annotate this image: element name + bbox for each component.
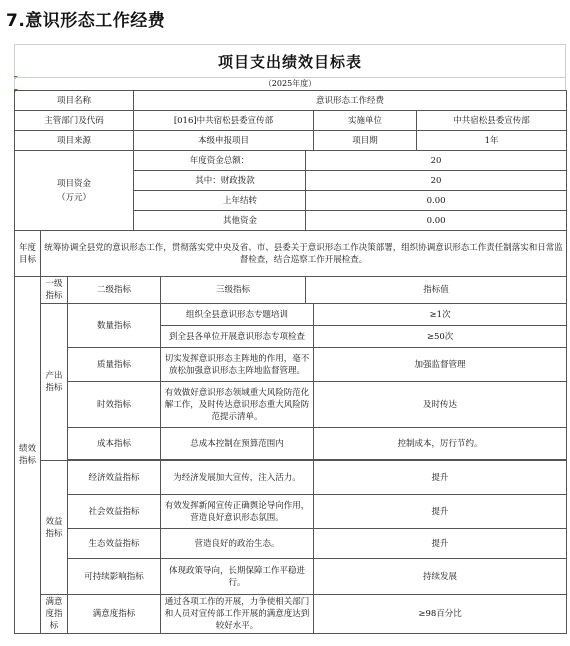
sustain-value: 持续发展	[314, 559, 567, 595]
economic-indicator-label: 经济效益指标	[68, 461, 161, 495]
source-label: 项目来源	[15, 131, 134, 151]
performance-target-table	[14, 90, 567, 634]
indicators-section-label: 绩效指标	[15, 277, 41, 634]
annual-goal-text: 统筹协调全县党的意识形态工作，贯彻落实党中央及省、市、县委关于意识形态工作决策部署，组织协调意识形态工作责任制落实和日常监督检查，结合巡察工作开展检查。	[41, 231, 567, 277]
q2-value: ≥50次	[314, 326, 567, 348]
header-level3: 三级指标	[161, 277, 306, 304]
quality-name: 切实发挥意识形态主阵地的作用，毫不放松加强意识形态主阵地监督管理。	[161, 348, 314, 382]
funds-fiscal-label: 其中：财政拨款	[134, 171, 306, 191]
q2-name: 到全县各单位开展意识形态专项检查	[161, 326, 314, 348]
header-level2: 二级指标	[68, 277, 161, 304]
cost-value: 控制成本，厉行节约。	[314, 428, 567, 460]
satisfaction-indicators-label: 满意度指标	[41, 595, 68, 634]
table-title-box	[14, 44, 566, 77]
annual-goal-label: 年度目标	[15, 231, 41, 277]
funds-total-value: 20	[306, 151, 567, 171]
period-label: 项目期	[314, 131, 417, 151]
quality-value: 加强监督管理	[314, 348, 567, 382]
quantity-indicator-label: 数量指标	[68, 304, 161, 348]
section-heading: 7.意识形态工作经费	[6, 11, 166, 31]
satisfaction-value: ≥98百分比	[314, 595, 567, 634]
funds-other-value: 0.00	[306, 211, 567, 231]
year-label: （2025年度）	[14, 77, 566, 90]
eco-indicator-label: 生态效益指标	[68, 529, 161, 559]
satisfaction-indicator-label: 满意度指标	[68, 595, 161, 634]
output-indicators-label: 产出指标	[41, 304, 68, 461]
header-value: 指标值	[306, 277, 567, 304]
timeliness-indicator-label: 时效指标	[68, 382, 161, 428]
social-value: 提升	[314, 495, 567, 529]
q1-value: ≥1次	[314, 304, 567, 326]
economic-name: 为经济发展加大宣传，注入活力。	[161, 461, 314, 495]
impl-unit-value: 中共宿松县委宣传部	[417, 111, 567, 131]
dept-label: 主管部门及代码	[15, 111, 134, 131]
sustain-indicator-label: 可持续影响指标	[68, 559, 161, 595]
satisfaction-name: 通过各项工作的开展，力争使相关部门和人员对宣传部工作开展的满意度达到较好水平。	[161, 595, 314, 634]
cost-indicator-label: 成本指标	[68, 428, 161, 460]
funds-fiscal-value: 20	[306, 171, 567, 191]
funds-label: 项目资金 （万元）	[15, 151, 134, 231]
funds-carryover-label: 上年结转	[134, 191, 306, 211]
q1-name: 组织全县意识形态专题培训	[161, 304, 314, 326]
social-indicator-label: 社会效益指标	[68, 495, 161, 529]
source-value: 本级申报项目	[134, 131, 314, 151]
impl-unit-label: 实施单位	[314, 111, 417, 131]
dept-value: [016]中共宿松县委宣传部	[134, 111, 314, 131]
header-level1: 一级指标	[41, 277, 68, 304]
period-value: 1年	[417, 131, 567, 151]
project-name-value: 意识形态工作经费	[134, 91, 567, 111]
eco-value: 提升	[314, 529, 567, 559]
funds-carryover-value: 0.00	[306, 191, 567, 211]
cost-name: 总成本控制在预算范围内	[161, 428, 314, 460]
funds-other-label: 其他资金	[134, 211, 306, 231]
benefit-indicators-label: 效益指标	[41, 461, 68, 595]
table-title: 项目支出绩效目标表	[217, 53, 362, 71]
timeliness-name: 有效做好意识形态领域重大风险防范化解工作，及时传达意识形态重大风险防范提示清单。	[161, 382, 314, 428]
quality-indicator-label: 质量指标	[68, 348, 161, 382]
economic-value: 提升	[314, 461, 567, 495]
timeliness-value: 及时传达	[314, 382, 567, 428]
funds-total-label: 年度资金总额：	[134, 151, 306, 171]
sustain-name: 体现政策导向，长期保障工作平稳进行。	[161, 559, 314, 595]
social-name: 有效发挥新闻宣传正确舆论导向作用，营造良好意识形态氛围。	[161, 495, 314, 529]
project-name-label: 项目名称	[15, 91, 134, 111]
eco-name: 营造良好的政治生态。	[161, 529, 314, 559]
